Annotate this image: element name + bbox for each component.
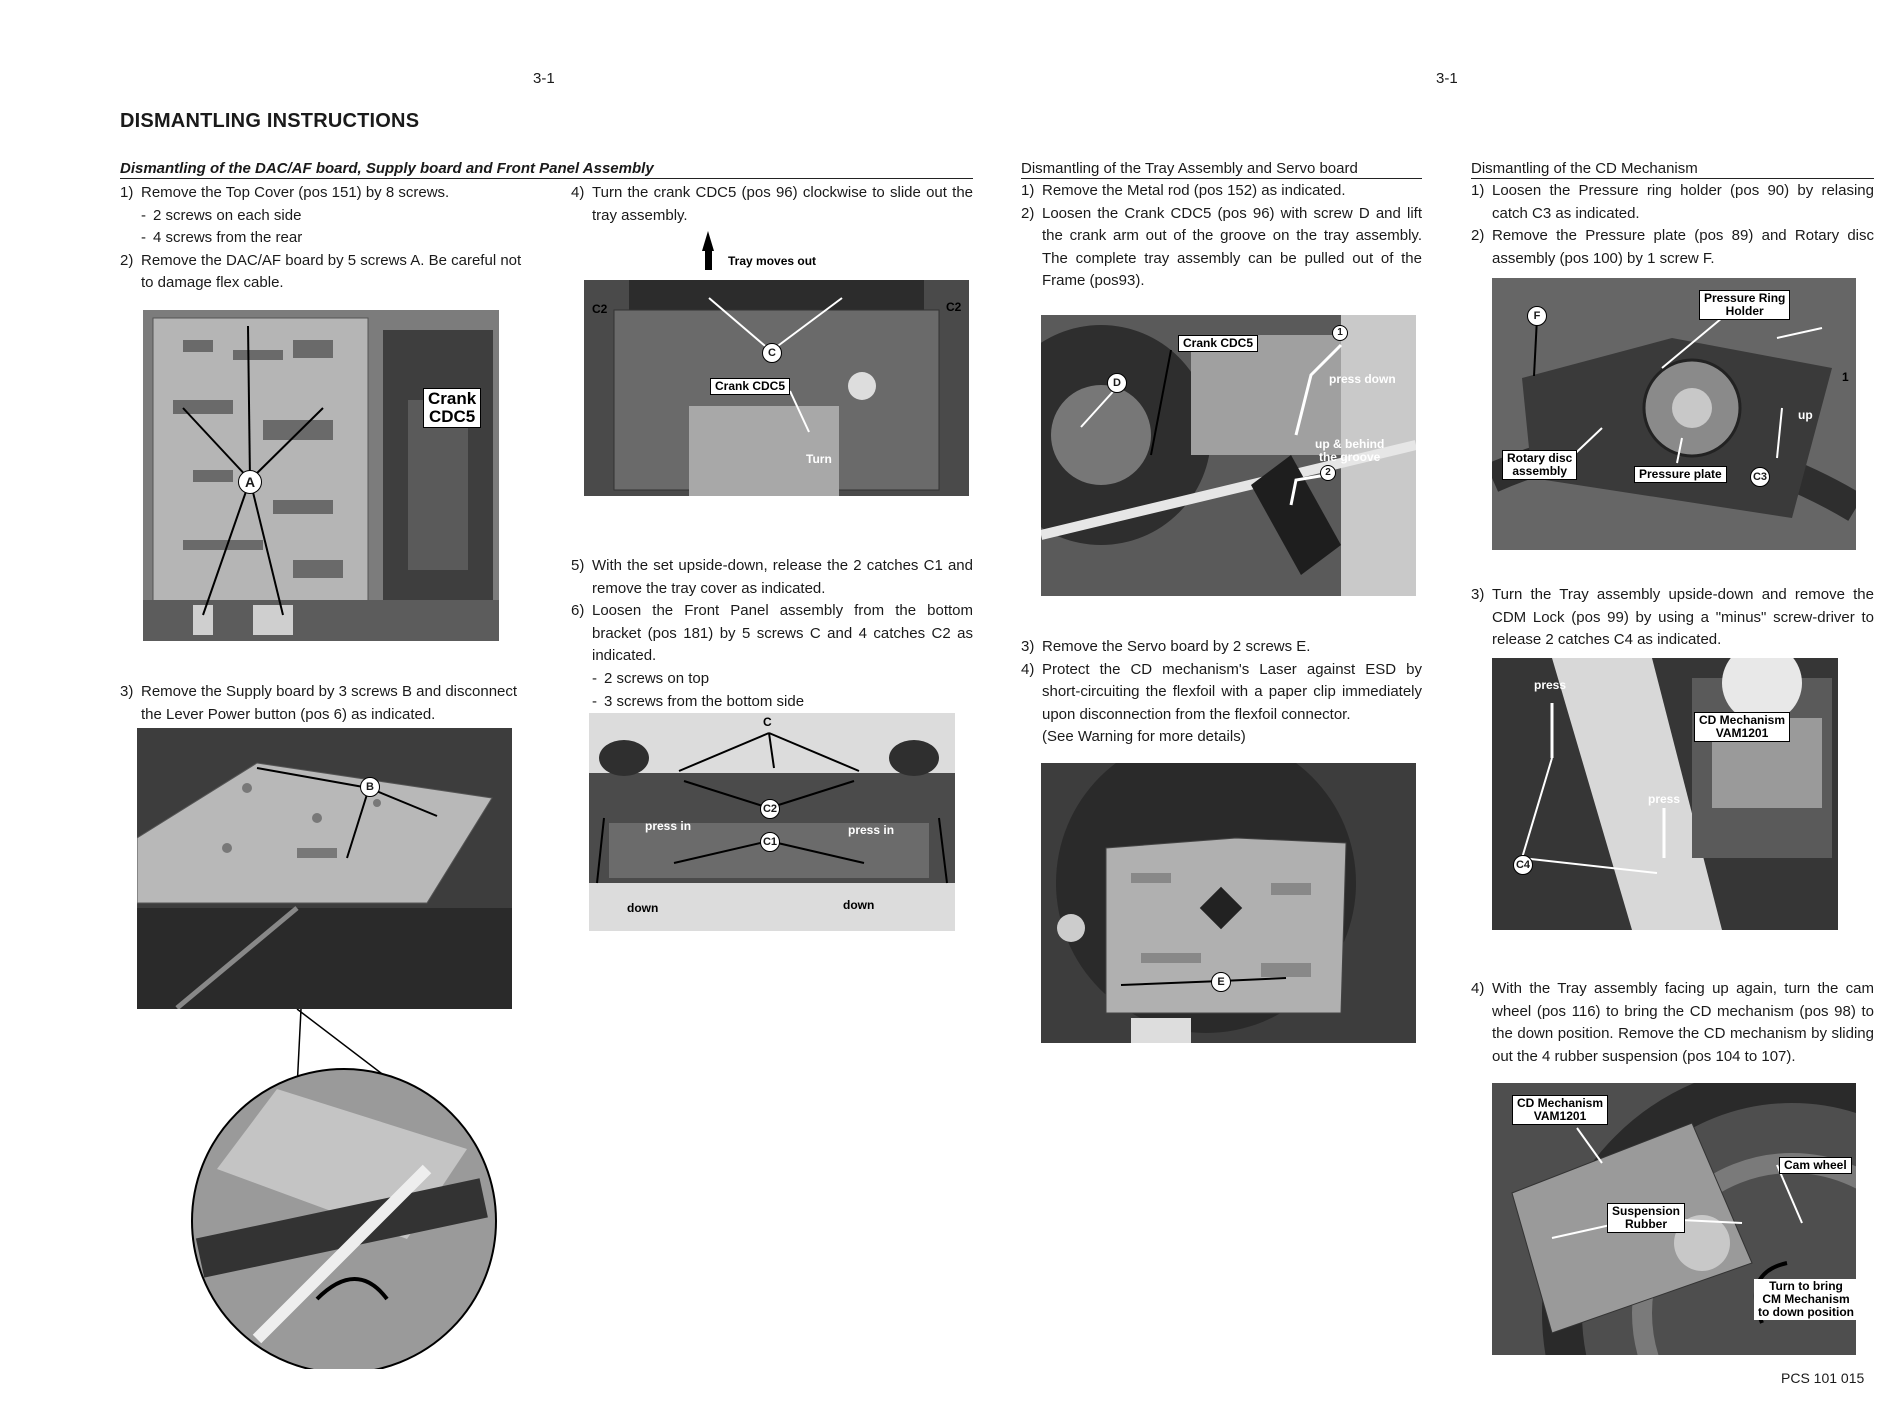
- marker-screw-b: B: [360, 777, 380, 797]
- figure-crank: [1041, 315, 1416, 596]
- label-press-in-left: press in: [645, 819, 692, 833]
- label-suspension-rubber: Suspension Rubber: [1607, 1203, 1685, 1233]
- figure-lever-magnified-drawing: [137, 1009, 512, 1369]
- figure-servo-board: [1041, 763, 1416, 1043]
- marker-screw-a: A: [238, 470, 262, 494]
- marker-step-1: 1: [1332, 325, 1348, 341]
- label-turn: Turn: [806, 452, 832, 466]
- label-rotary-disc-assembly: Rotary disc assembly: [1502, 450, 1577, 480]
- dac-step-1-sub-2: - 4 screws from the rear: [141, 229, 303, 247]
- dac-step-6: 6) Loosen the Front Panel assembly from the bottom bracket (pos 181) by 5 screws C and 4 catches C2 as indicated.: [571, 602, 973, 665]
- figure-lever-magnified: [137, 1009, 512, 1369]
- marker-step-2: 2: [1320, 465, 1336, 481]
- label-press-down: press down: [1329, 372, 1396, 386]
- label-down-right: down: [843, 898, 875, 912]
- label-up: up: [1798, 408, 1813, 422]
- dac-steps-1-2: [120, 182, 530, 295]
- page-number-left: 3-1: [533, 70, 555, 87]
- cd-step-2: 2) Remove the Pressure plate (pos 89) and Rotary disc assembly (pos 100) by 1 screw F.: [1471, 227, 1874, 267]
- tray-step-1: 1) Remove the Metal rod (pos 152) as indicated.: [1021, 182, 1346, 199]
- section-heading-tray: Dismantling of the Tray Assembly and Servo board: [1021, 160, 1422, 179]
- figure-dac-board: [143, 310, 499, 641]
- marker-screw-c: C: [762, 343, 782, 363]
- label-cd-mechanism-fig9: CD Mechanism VAM1201: [1512, 1095, 1608, 1125]
- figure-front-panel: [589, 713, 955, 931]
- figure-cdm-lock: [1492, 658, 1838, 930]
- label-down-left: down: [627, 901, 659, 915]
- label-turn-to-bring: Turn to bring CM Mechanism to down position: [1754, 1279, 1856, 1320]
- tray-step-3: 3) Remove the Servo board by 2 screws E.: [1021, 638, 1311, 655]
- page-title: DISMANTLING INSTRUCTIONS: [120, 110, 420, 132]
- tray-step-4: 4) Protect the CD mechanism's Laser against ESD by short-circuiting the flexfoil with a paper clip immediately upon disconnection from the flexfoil connector.: [1021, 660, 1422, 723]
- label-cd-mechanism: CD Mechanism VAM1201: [1694, 712, 1790, 742]
- cd-steps-1-2: [1471, 180, 1874, 270]
- label-press-in-right: press in: [848, 823, 895, 837]
- label-pressure-plate: Pressure plate: [1634, 466, 1727, 483]
- label-crank-cdc5-fig5: Crank CDC5: [1178, 335, 1258, 352]
- marker-screw-d: D: [1107, 373, 1127, 393]
- label-crank-cdc5: Crank CDC5: [423, 388, 481, 428]
- cd-step-4: 4) With the Tray assembly facing up again, turn the cam wheel (pos 116) to bring the CD mechanism (pos 98) to the down position. Remove the CD mechanism by sliding out the 4 rubber suspension (pos 104 to 107).: [1471, 980, 1874, 1065]
- label-step-1-cd: 1: [1842, 370, 1849, 384]
- label-press-top: press: [1534, 678, 1567, 692]
- page-number-right: 3-1: [1436, 70, 1458, 87]
- dac-step-1: 1) Remove the Top Cover (pos 151) by 8 screws.: [120, 184, 450, 201]
- label-c2-right: C2: [946, 300, 962, 314]
- figure-tray-out: [584, 226, 969, 496]
- label-cam-wheel: Cam wheel: [1779, 1157, 1852, 1174]
- marker-c2-front: C2: [760, 799, 780, 819]
- marker-catch-c3: C3: [1750, 467, 1770, 487]
- cd-step-1: 1) Loosen the Pressure ring holder (pos 90) by relasing catch C3 as indicated.: [1471, 182, 1874, 222]
- tray-steps-3-4: [1021, 636, 1422, 749]
- dac-steps-5-6: [571, 555, 973, 713]
- tray-step-4-note: (See Warning for more details): [1042, 728, 1246, 746]
- figure-supply-board: [137, 728, 512, 1009]
- dac-step-6-sub-2: - 3 screws from the bottom side: [592, 692, 805, 710]
- tray-step-2: 2) Loosen the Crank CDC5 (pos 96) with screw D and lift the crank arm out of the groove on the tray assembly. The complete tray assembly can be pulled out of the Frame (pos93).: [1021, 204, 1422, 290]
- marker-catch-c4: C4: [1513, 855, 1533, 875]
- dac-step-4: 4) Turn the crank CDC5 (pos 96) clockwise to slide out the tray assembly.: [571, 184, 973, 224]
- label-tray-moves-out: Tray moves out: [728, 254, 817, 268]
- dac-step-3: 3) Remove the Supply board by 3 screws B and disconnect the Lever Power button (pos 6) as indicated.: [120, 683, 518, 723]
- section-heading-cd: Dismantling of the CD Mechanism: [1471, 160, 1874, 179]
- label-c-front: C: [763, 715, 772, 729]
- marker-screw-e: E: [1211, 972, 1231, 992]
- figure-pressure-ring: [1492, 278, 1856, 550]
- dac-step-2: 2) Remove the DAC/AF board by 5 screws A. Be careful not to damage flex cable.: [120, 251, 522, 292]
- dac-step-1-sub-1: - 2 screws on each side: [141, 206, 302, 224]
- figure-cam-wheel: [1492, 1083, 1856, 1355]
- tray-steps-1-2: [1021, 180, 1422, 293]
- figure-dac-board-drawing: [143, 310, 499, 641]
- footer-code: PCS 101 015: [1781, 1370, 1865, 1386]
- label-up-behind-groove: up & behind the groove: [1315, 437, 1385, 464]
- label-press-mid: press: [1648, 792, 1681, 806]
- dac-step-5: 5) With the set upside-down, release the 2 catches C1 and remove the tray cover as indicated.: [571, 557, 973, 597]
- label-pressure-ring-holder: Pressure Ring Holder: [1699, 290, 1790, 320]
- cd-step-3: 3) Turn the Tray assembly upside-down and remove the CDM Lock (pos 99) by using a "minus" screw-driver to release 2 catches C4 as indicated.: [1471, 586, 1874, 649]
- section-heading-dac: Dismantling of the DAC/AF board, Supply board and Front Panel Assembly: [120, 160, 973, 179]
- marker-screw-f: F: [1527, 306, 1547, 326]
- dac-step-6-sub-1: - 2 screws on top: [592, 669, 710, 687]
- label-c2-left: C2: [592, 302, 608, 316]
- figure-supply-board-drawing: [137, 728, 512, 1009]
- figure-servo-board-drawing: [1041, 763, 1416, 1043]
- label-crank-cdc5-tray: Crank CDC5: [710, 378, 790, 395]
- marker-c1-front: C1: [760, 832, 780, 852]
